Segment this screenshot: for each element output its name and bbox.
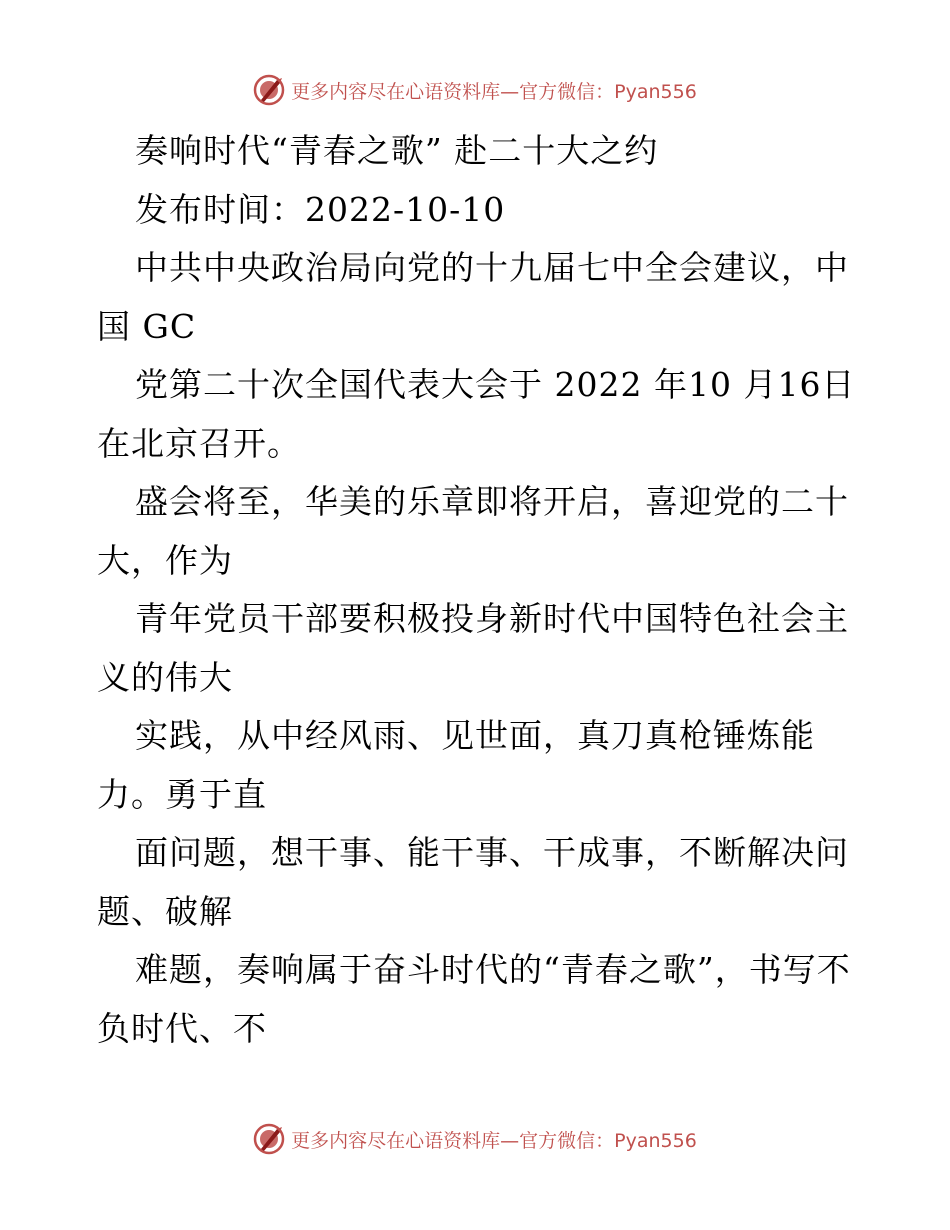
footer-watermark-banner <box>0 1119 950 1159</box>
pen-seal-icon <box>253 74 285 106</box>
paragraph-line: 青年党员干部要积极投身新时代中国特色社会主义的伟大 <box>97 599 849 697</box>
watermark-text: 更多内容尽在心语资料库—官方微信：Pyan556 <box>291 80 697 103</box>
paragraph-line: 党第二十次全国代表大会于 2022 年10 月16日在北京召开。 <box>97 365 856 463</box>
header-watermark-banner <box>0 70 950 110</box>
paragraph-line: 中共中央政治局向党的十九届七中全会建议，中国 GC <box>97 248 849 346</box>
document-title: 奏响时代“青春之歌” 赴二十大之约 <box>135 131 659 170</box>
paragraph-line: 难题，奏响属于奋斗时代的“青春之歌”，书写不负时代、不 <box>97 950 851 1048</box>
document-body <box>97 122 857 1058</box>
publish-date: 发布时间：2022-10-10 <box>135 189 506 229</box>
paragraph-line: 面问题，想干事、能干事、干成事，不断解决问题、破解 <box>97 833 849 931</box>
pen-seal-icon <box>253 1123 285 1155</box>
paragraph-line: 实践，从中经风雨、见世面，真刀真枪锤炼能力。勇于直 <box>97 716 815 814</box>
watermark-text: 更多内容尽在心语资料库—官方微信：Pyan556 <box>291 1129 697 1152</box>
paragraph-line: 盛会将至，华美的乐章即将开启，喜迎党的二十大，作为 <box>97 482 849 580</box>
